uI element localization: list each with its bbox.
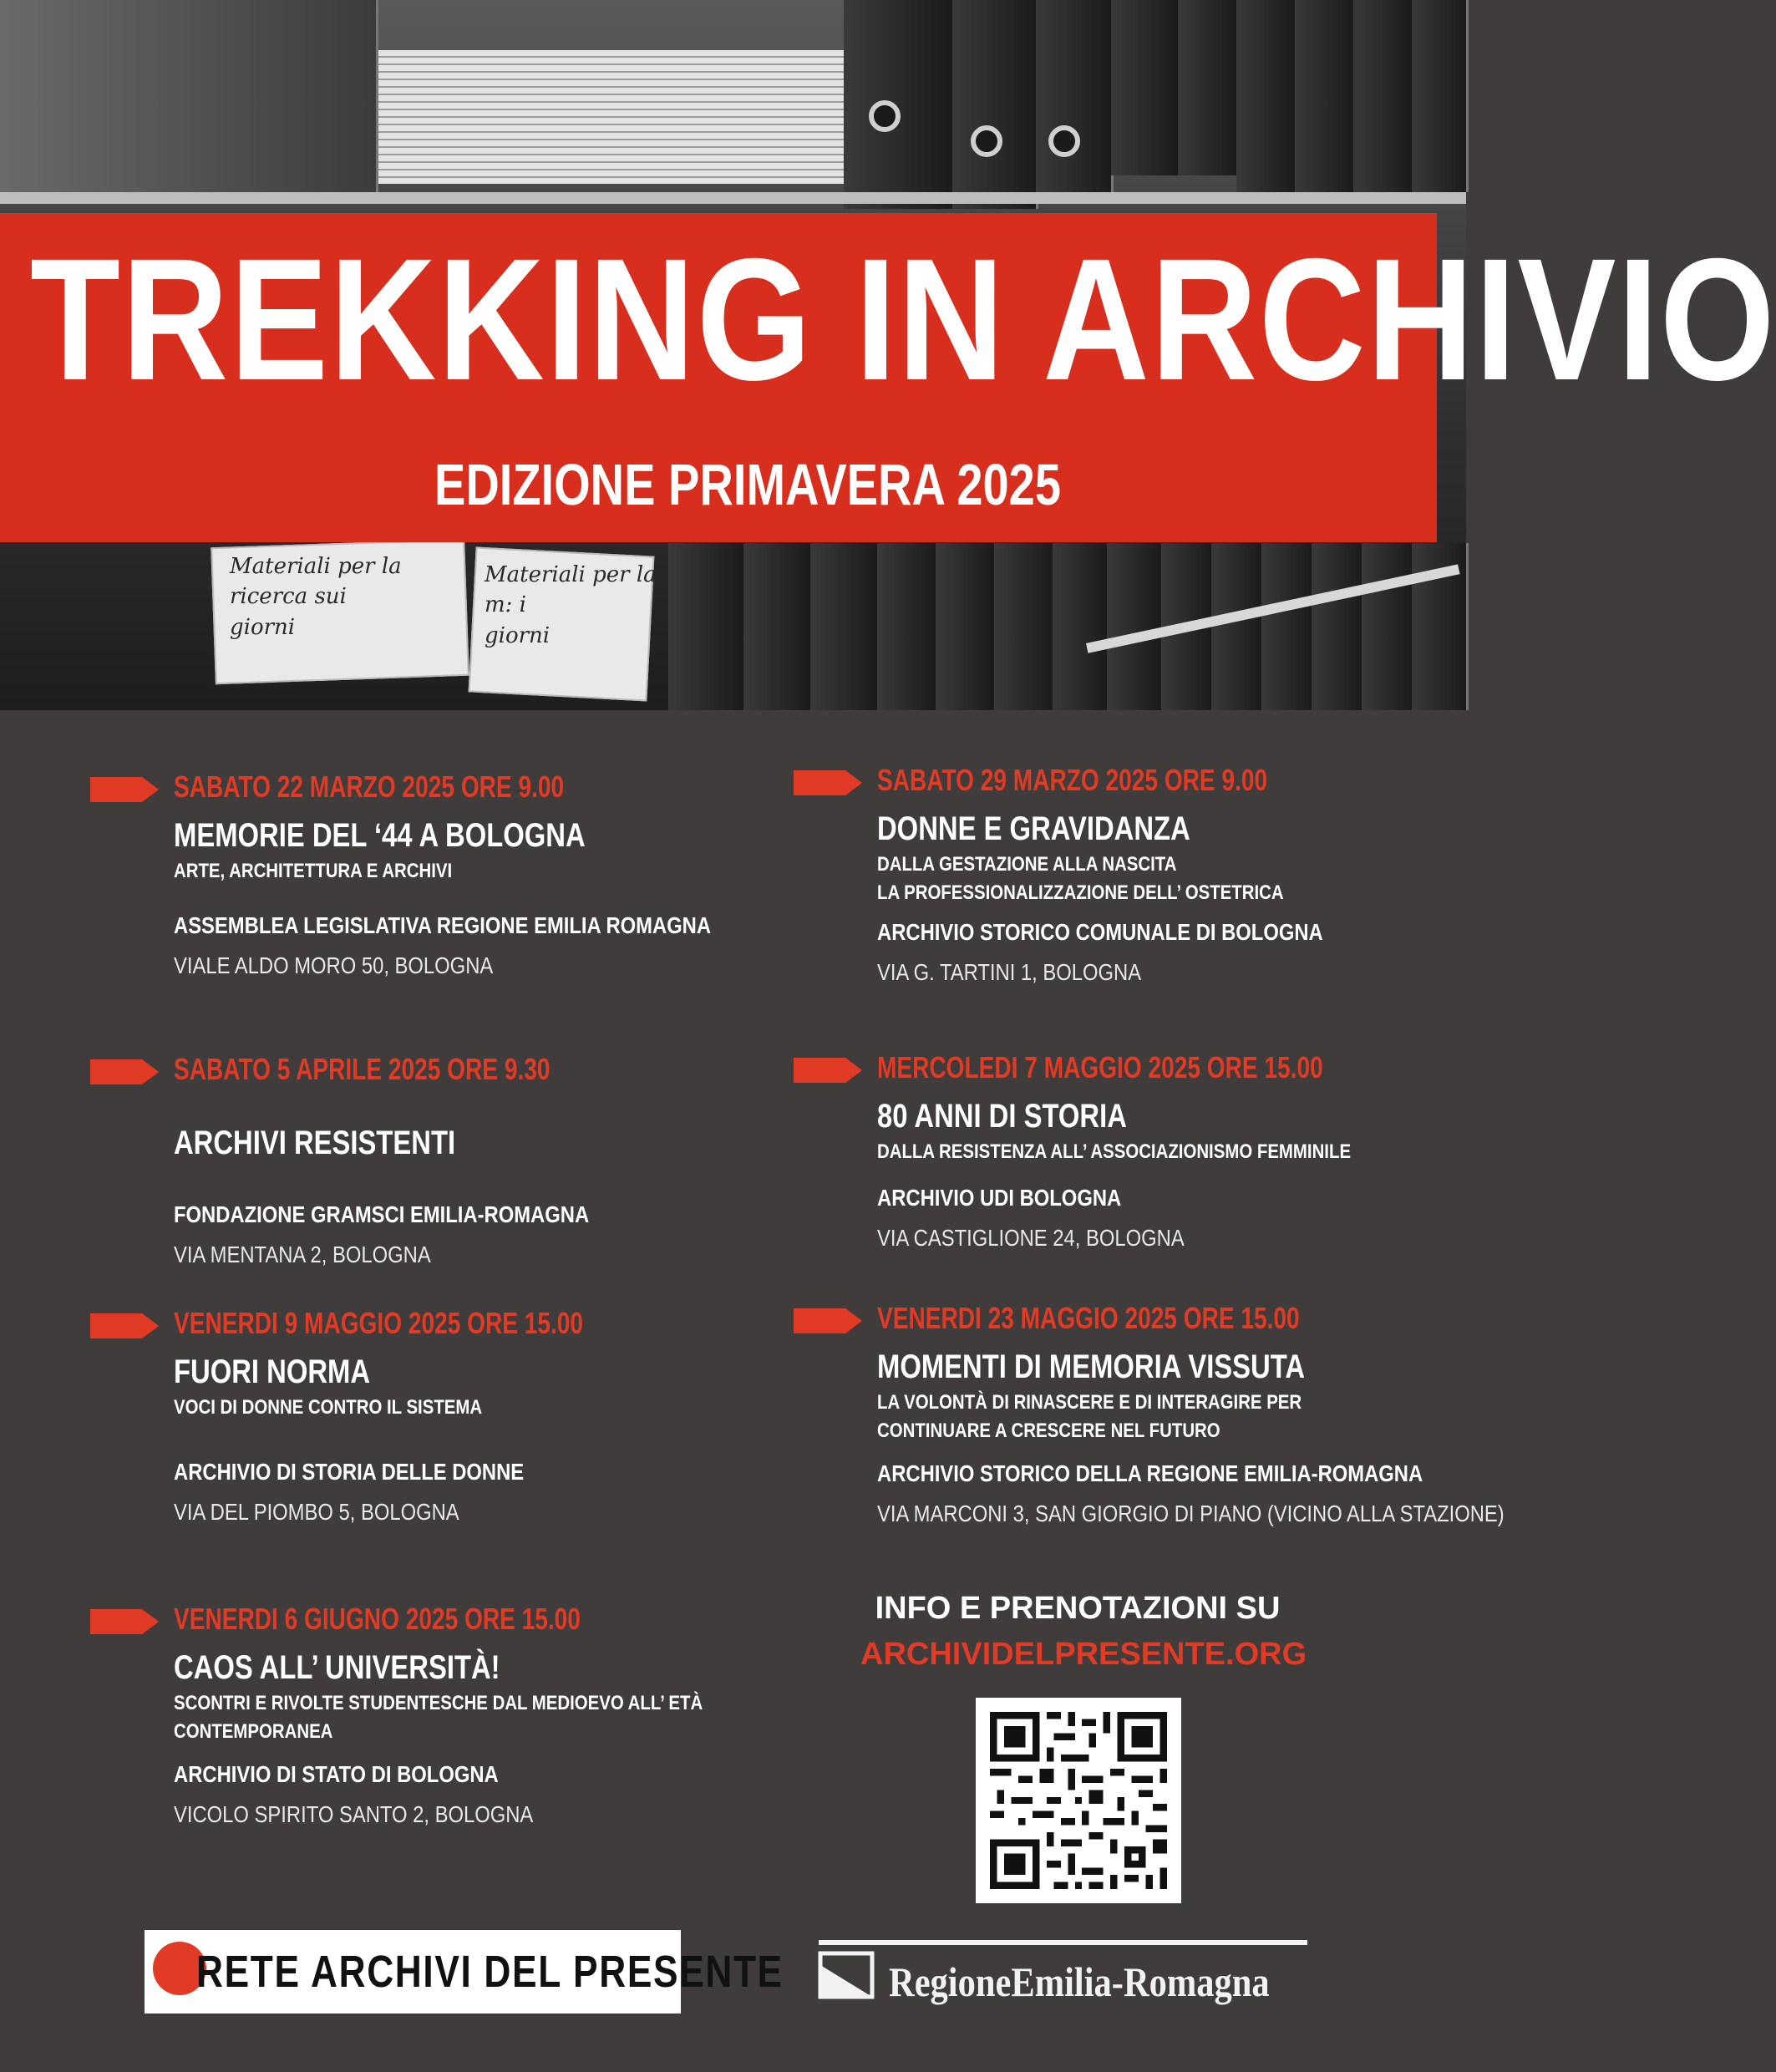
event-address: VIA DEL PIOMBO 5, BOLOGNA	[174, 1499, 459, 1525]
event-date: VENERDI 6 GIUGNO 2025 ORE 15.00	[174, 1602, 581, 1636]
event-address: VIA CASTIGLIONE 24, BOLOGNA	[877, 1225, 1185, 1251]
event-address: VIALE ALDO MORO 50, BOLOGNA	[174, 952, 494, 978]
event-subtitle: CONTINUARE A CRESCERE NEL FUTURO	[877, 1419, 1220, 1442]
event-title: MEMORIE DEL ‘44 A BOLOGNA	[174, 817, 586, 854]
regione-emilia-romagna-logo	[819, 1940, 1312, 2015]
event-card	[877, 1300, 1545, 1531]
event-subtitle: DALLA RESISTENZA ALL’ ASSOCIAZIONISMO FEMMINILE	[877, 1140, 1352, 1163]
website-link[interactable]: ARCHIVIDELPRESENTE.ORG	[860, 1637, 1307, 1672]
event-venue: ARCHIVIO UDI BOLOGNA	[877, 1185, 1122, 1211]
qr-code[interactable]	[976, 1698, 1181, 1903]
event-subtitle: LA VOLONTÀ DI RINASCERE E DI INTERAGIRE PER	[877, 1391, 1302, 1414]
event-title: MOMENTI DI MEMORIA VISSUTA	[877, 1348, 1306, 1385]
event-date: MERCOLEDI 7 MAGGIO 2025 ORE 15.00	[877, 1050, 1323, 1084]
event-subtitle: LA PROFESSIONALIZZAZIONE DELL’ OSTETRICA	[877, 881, 1284, 904]
event-card	[174, 769, 842, 983]
event-venue: ARCHIVIO STORICO DELLA REGIONE EMILIA-ROMAGNA	[877, 1460, 1423, 1486]
event-title: FUORI NORMA	[174, 1353, 371, 1390]
event-date: VENERDI 9 MAGGIO 2025 ORE 15.00	[174, 1306, 584, 1340]
regione-logo-text: RegioneEmilia-Romagna	[889, 1958, 1270, 2005]
event-date: SABATO 29 MARZO 2025 ORE 9.00	[877, 763, 1268, 797]
event-card	[877, 1049, 1545, 1255]
event-venue: ARCHIVIO DI STORIA DELLE DONNE	[174, 1459, 525, 1485]
event-subtitle: DALLA GESTAZIONE ALLA NASCITA	[877, 853, 1177, 876]
rete-archivi-logo	[145, 1930, 784, 2014]
event-subtitle: SCONTRI E RIVOLTE STUDENTESCHE DAL MEDIOEVO ALL’ ETÀ	[174, 1692, 703, 1714]
event-title: 80 ANNI DI STORIA	[877, 1098, 1127, 1135]
poster-title: TREKKING IN ARCHIVIO	[30, 223, 1776, 417]
info-label: INFO E PRENOTAZIONI SU	[875, 1591, 1281, 1626]
event-venue: FONDAZIONE GRAMSCI EMILIA-ROMAGNA	[174, 1201, 590, 1227]
event-venue: ARCHIVIO DI STATO DI BOLOGNA	[174, 1761, 499, 1787]
event-address: VIA MENTANA 2, BOLOGNA	[174, 1242, 431, 1267]
event-subtitle: VOCI DI DONNE CONTRO IL SISTEMA	[174, 1396, 483, 1419]
event-card	[174, 1051, 842, 1272]
arrow-icon	[794, 1058, 862, 1083]
event-date: SABATO 22 MARZO 2025 ORE 9.00	[174, 769, 565, 804]
event-subtitle: CONTEMPORANEA	[174, 1720, 333, 1743]
arrow-icon	[794, 1308, 862, 1333]
event-venue: ARCHIVIO STORICO COMUNALE DI BOLOGNA	[877, 919, 1323, 945]
poster-subtitle: EDIZIONE PRIMAVERA 2025	[434, 452, 1061, 517]
arrow-icon	[90, 777, 159, 802]
event-card	[174, 1601, 842, 1831]
event-address: VIA MARCONI 3, SAN GIORGIO DI PIANO (VICINO ALLA STAZIONE)	[877, 1501, 1505, 1526]
regione-flag-icon	[820, 1947, 872, 2003]
event-subtitle: ARTE, ARCHITETTURA E ARCHIVI	[174, 860, 453, 882]
arrow-icon	[90, 1313, 159, 1338]
event-venue: ASSEMBLEA LEGISLATIVA REGIONE EMILIA ROMAGNA	[174, 912, 712, 938]
info-block	[860, 1587, 1307, 1679]
event-title: DONNE E GRAVIDANZA	[877, 810, 1190, 847]
event-date: VENERDI 23 MAGGIO 2025 ORE 15.00	[877, 1301, 1300, 1335]
event-title: ARCHIVI RESISTENTI	[174, 1125, 456, 1161]
rete-archivi-logo-text: RETE ARCHIVI DEL PRESENTE	[196, 1947, 784, 1997]
header-photo: Materiali per la ricerca sui giorni Materiali per la m: i giorni	[0, 0, 1466, 710]
event-card	[174, 1305, 842, 1529]
event-address: VICOLO SPIRITO SANTO 2, BOLOGNA	[174, 1801, 534, 1827]
event-address: VIA G. TARTINI 1, BOLOGNA	[877, 959, 1142, 985]
event-title: CAOS ALL’ UNIVERSITÀ!	[174, 1649, 500, 1686]
arrow-icon	[794, 770, 862, 795]
event-card	[877, 762, 1545, 989]
arrow-icon	[90, 1609, 159, 1634]
event-date: SABATO 5 APRILE 2025 ORE 9.30	[174, 1052, 551, 1086]
arrow-icon	[90, 1059, 159, 1084]
